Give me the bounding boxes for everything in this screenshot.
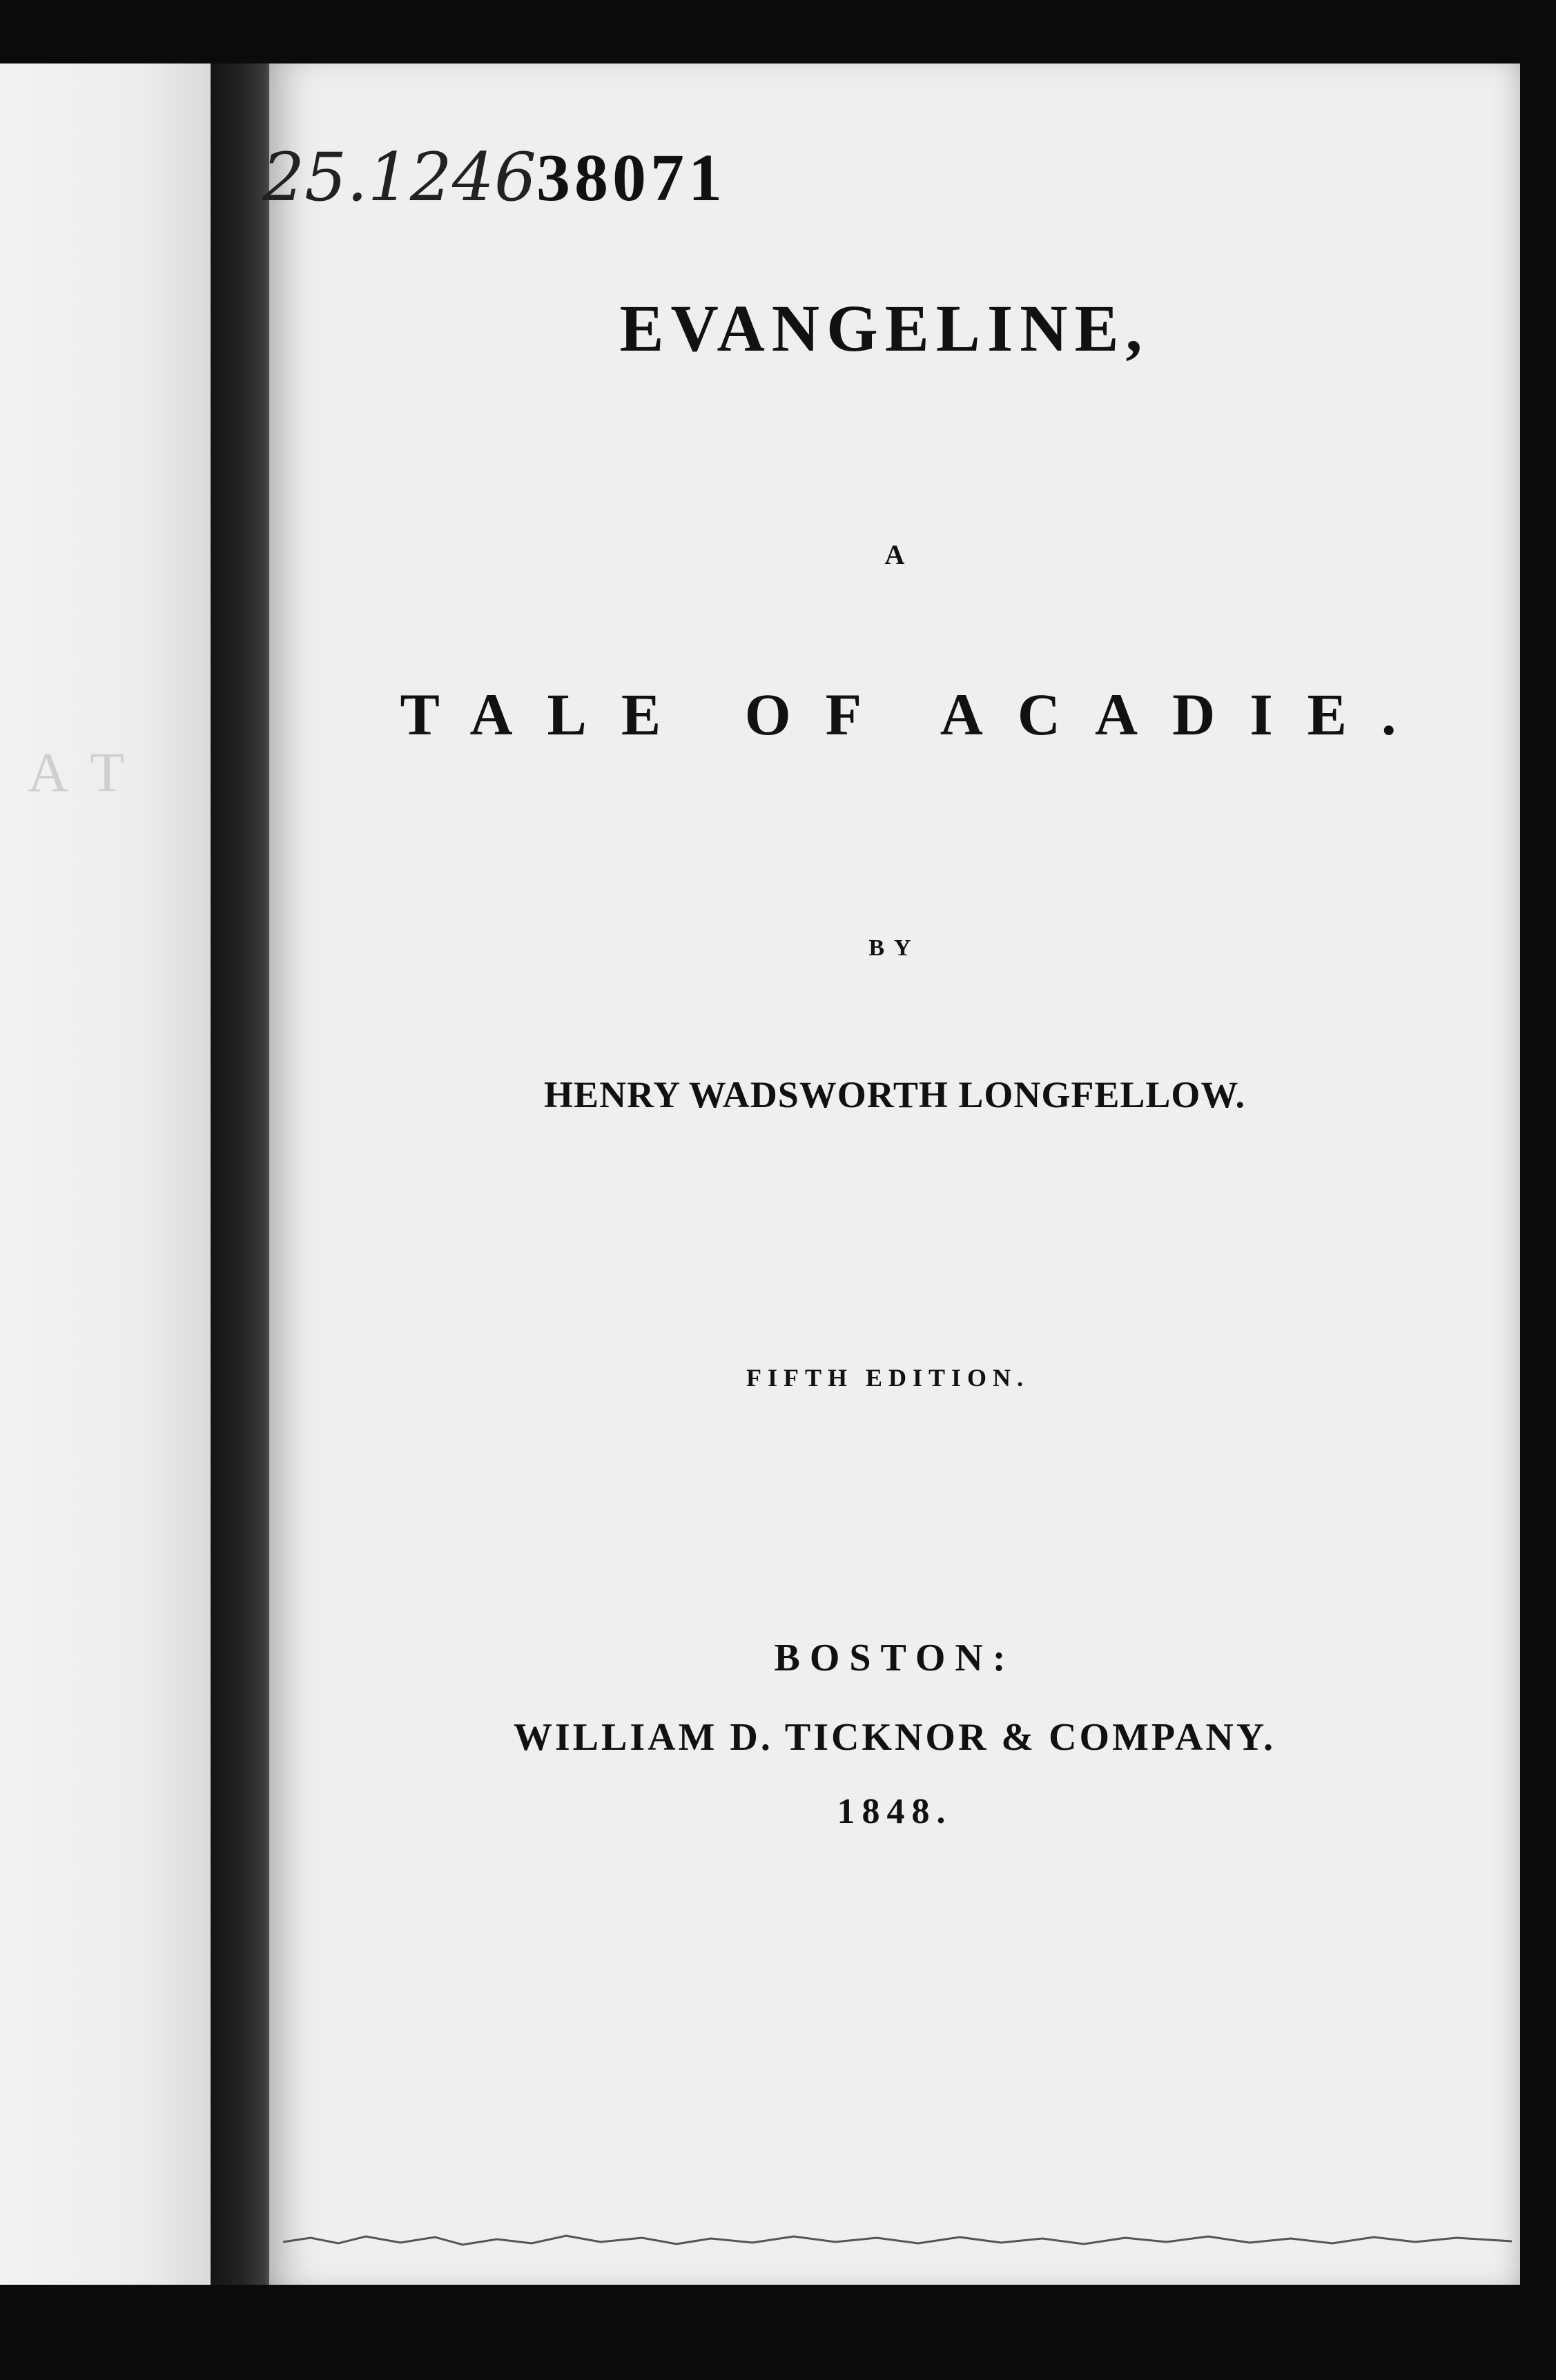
printed-shelfmark: 38071 (536, 141, 726, 215)
edition-statement: FIFTH EDITION. (746, 1364, 1030, 1392)
shelfmark (262, 138, 726, 228)
publication-city: BOSTON: (774, 1637, 1015, 1679)
handwritten-shelfmark: 25.1246 (262, 139, 536, 216)
publisher-name: WILLIAM D. TICKNOR & COMPANY. (513, 1716, 1276, 1759)
title-article: A (884, 539, 905, 570)
publication-year: 1848. (837, 1792, 953, 1831)
facing-page-bleed-through: AT (28, 741, 153, 803)
book-title: EVANGELINE, (619, 291, 1149, 365)
by-line: BY (868, 935, 921, 961)
torn-page-edge (283, 2230, 1512, 2250)
facing-page (0, 64, 211, 2285)
title-page (269, 64, 1520, 2285)
author-name: HENRY WADSWORTH LONGFELLOW. (544, 1074, 1245, 1115)
book-subtitle: TALE OF ACADIE. (400, 681, 1431, 748)
